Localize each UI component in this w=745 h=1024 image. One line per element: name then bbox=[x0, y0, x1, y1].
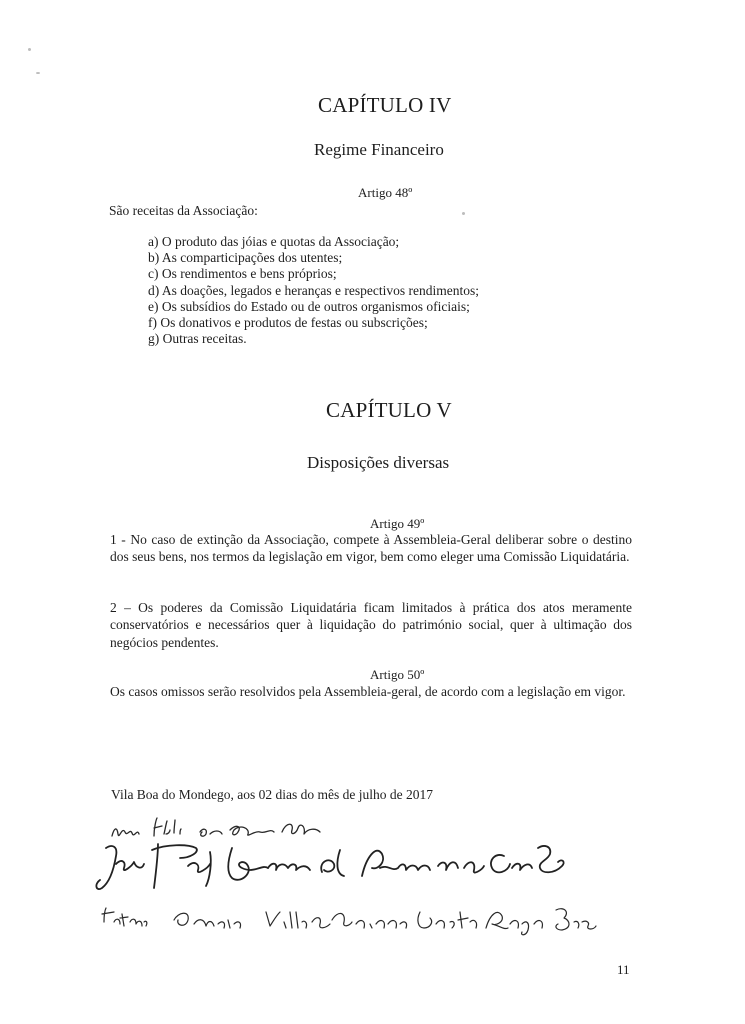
scan-speck bbox=[28, 48, 31, 51]
article-49-paragraph-2: 2 – Os poderes da Comissão Liquidatária ficam limitados à prática dos atos meramente conservatórios e necessários quer à liquidação do património social, quer à ultimação dos negócios pendentes. bbox=[110, 600, 632, 650]
revenue-list bbox=[148, 234, 479, 347]
chapter-iv-subtitle: Regime Financeiro bbox=[314, 140, 444, 159]
article-48-heading: Artigo 48º bbox=[358, 185, 413, 200]
article-50-heading: Artigo 50º bbox=[370, 667, 425, 682]
list-item: e) Os subsídios do Estado ou de outros organismos oficiais; bbox=[148, 298, 470, 314]
article-49-paragraph-1: 1 - No caso de extinção da Associação, compete à Assembleia-Geral deliberar sobre o destino dos seus bens, nos termos da legislação em vigor, bem como eleger uma Comissão Liquidatária. bbox=[110, 532, 632, 565]
article-48-intro: São receitas da Associação: bbox=[109, 203, 258, 218]
list-item: b) As comparticipações dos utentes; bbox=[148, 250, 343, 266]
article-50-paragraph: Os casos omissos serão resolvidos pela Assembleia-geral, de acordo com a legislação em vigor. bbox=[110, 684, 626, 699]
signature-3 bbox=[100, 900, 600, 944]
place-and-date: Vila Boa do Mondego, aos 02 dias do mês de julho de 2017 bbox=[111, 787, 434, 802]
chapter-v-subtitle: Disposições diversas bbox=[307, 453, 450, 472]
signature-2 bbox=[92, 838, 572, 896]
page-number: 11 bbox=[617, 962, 630, 977]
scan-speck bbox=[36, 72, 40, 74]
chapter-iv-title: CAPÍTULO IV bbox=[318, 93, 452, 117]
list-item: a) O produto das jóias e quotas da Associação; bbox=[148, 234, 400, 249]
list-item: g) Outras receitas. bbox=[148, 331, 247, 347]
list-item: f) Os donativos e produtos de festas ou subscrições; bbox=[148, 315, 428, 331]
list-item: d) As doações, legados e heranças e respectivos rendimentos; bbox=[148, 282, 480, 298]
chapter-v-title: CAPÍTULO V bbox=[326, 398, 452, 422]
list-item: c) Os rendimentos e bens próprios; bbox=[148, 266, 337, 282]
scan-speck bbox=[462, 212, 465, 215]
article-49-heading: Artigo 49º bbox=[370, 516, 425, 531]
